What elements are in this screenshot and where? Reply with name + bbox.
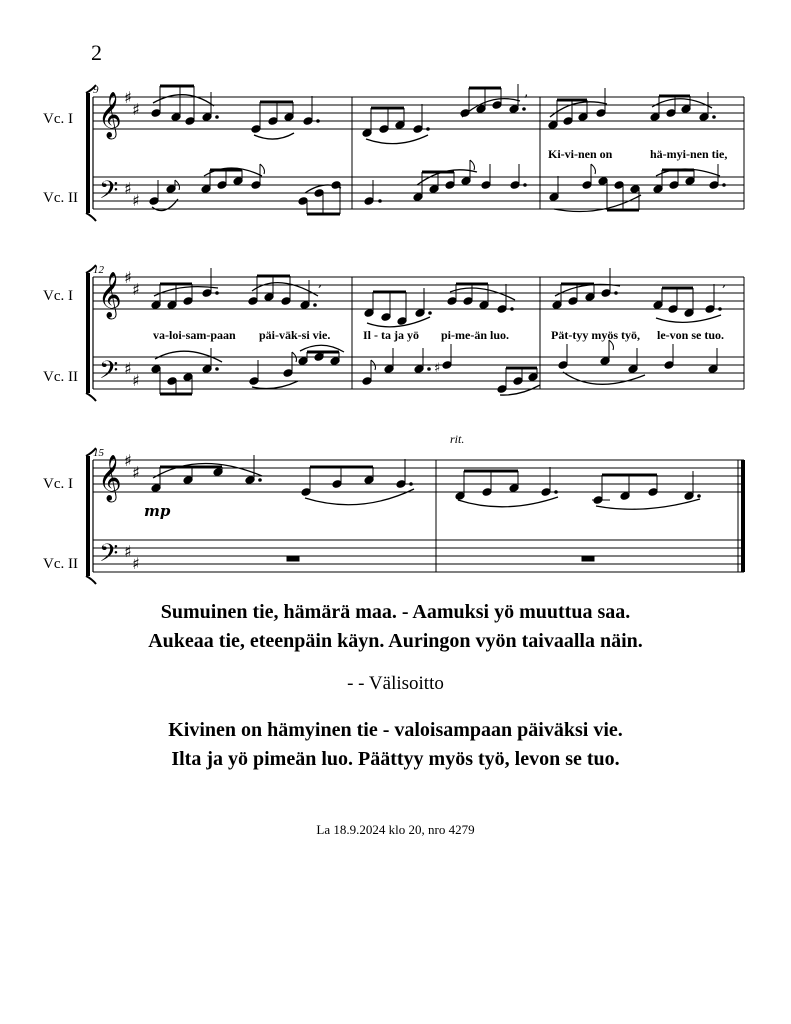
svg-text:♯: ♯ <box>124 268 132 287</box>
svg-text:𝄢: 𝄢 <box>99 176 119 211</box>
measure-number: 15 <box>93 447 104 459</box>
lyric-syllables: pi-me-än luo. <box>441 328 510 342</box>
instrument-label-vc1: Vc. I <box>43 111 73 127</box>
measure-number: 12 <box>93 264 104 276</box>
measure-number: 9 <box>93 84 99 96</box>
svg-text:♯: ♯ <box>434 361 441 376</box>
svg-text:♯: ♯ <box>132 280 140 299</box>
lyric-syllables: le-von se tuo. <box>657 328 724 342</box>
page-number: 2 <box>91 40 102 65</box>
svg-text:♯: ♯ <box>132 191 140 210</box>
instrument-label-vc2: Vc. II <box>43 190 78 206</box>
svg-text:♯: ♯ <box>124 359 132 378</box>
svg-text:𝄞: 𝄞 <box>98 272 122 318</box>
staff-lines <box>93 97 744 209</box>
verse-line: Kivinen on hämyinen tie - valoisampaan päiväksi vie. <box>168 719 623 741</box>
footer-date: La 18.9.2024 klo 20, nro 4279 <box>316 822 475 837</box>
instrument-label-vc2: Vc. II <box>43 369 78 385</box>
svg-text:♯: ♯ <box>124 88 132 107</box>
lyric-syllables: Pät-tyy myös työ, <box>551 328 640 342</box>
interlude-label: - - Välisoitto <box>347 673 444 694</box>
svg-text:♯: ♯ <box>132 554 140 573</box>
instrument-label-vc1: Vc. I <box>43 288 73 304</box>
lyric-syllables: päi-väk-si vie. <box>259 328 331 342</box>
lyric-syllables: Ki-vi-nen on <box>548 147 613 161</box>
svg-text:♯: ♯ <box>132 371 140 390</box>
instrument-label-vc1: Vc. I <box>43 476 73 492</box>
svg-text:♯: ♯ <box>124 179 132 198</box>
svg-text:♯: ♯ <box>124 542 132 561</box>
verse-line: Ilta ja yö pimeän luo. Päättyy myös työ, levon se tuo. <box>171 748 620 770</box>
svg-text:𝄞: 𝄞 <box>98 455 122 501</box>
dynamic-marking: mp <box>144 502 171 520</box>
verse-line: Aukeaa tie, eteenpäin käyn. Auringon vyön taivaalla näin. <box>148 630 643 652</box>
svg-text:♯: ♯ <box>132 463 140 482</box>
svg-text:𝄢: 𝄢 <box>99 539 119 574</box>
svg-text:𝄢: 𝄢 <box>99 356 119 391</box>
lyric-syllables: hä-myi-nen tie, <box>650 147 728 161</box>
tempo-marking: rit. <box>450 432 465 446</box>
lyric-syllables: va-loi-sam-paan <box>153 328 236 342</box>
svg-text:𝄞: 𝄞 <box>98 92 122 138</box>
svg-text:♯: ♯ <box>132 100 140 119</box>
verse-line: Sumuinen tie, hämärä maa. - Aamuksi yö muuttua saa. <box>160 601 631 623</box>
svg-text:♯: ♯ <box>124 451 132 470</box>
instrument-label-vc2: Vc. II <box>43 556 78 572</box>
svg-text:,: , <box>524 84 529 100</box>
svg-text:,: , <box>722 274 727 290</box>
lyric-syllables: Il - ta ja yö <box>363 328 419 342</box>
svg-text:,: , <box>318 274 323 290</box>
